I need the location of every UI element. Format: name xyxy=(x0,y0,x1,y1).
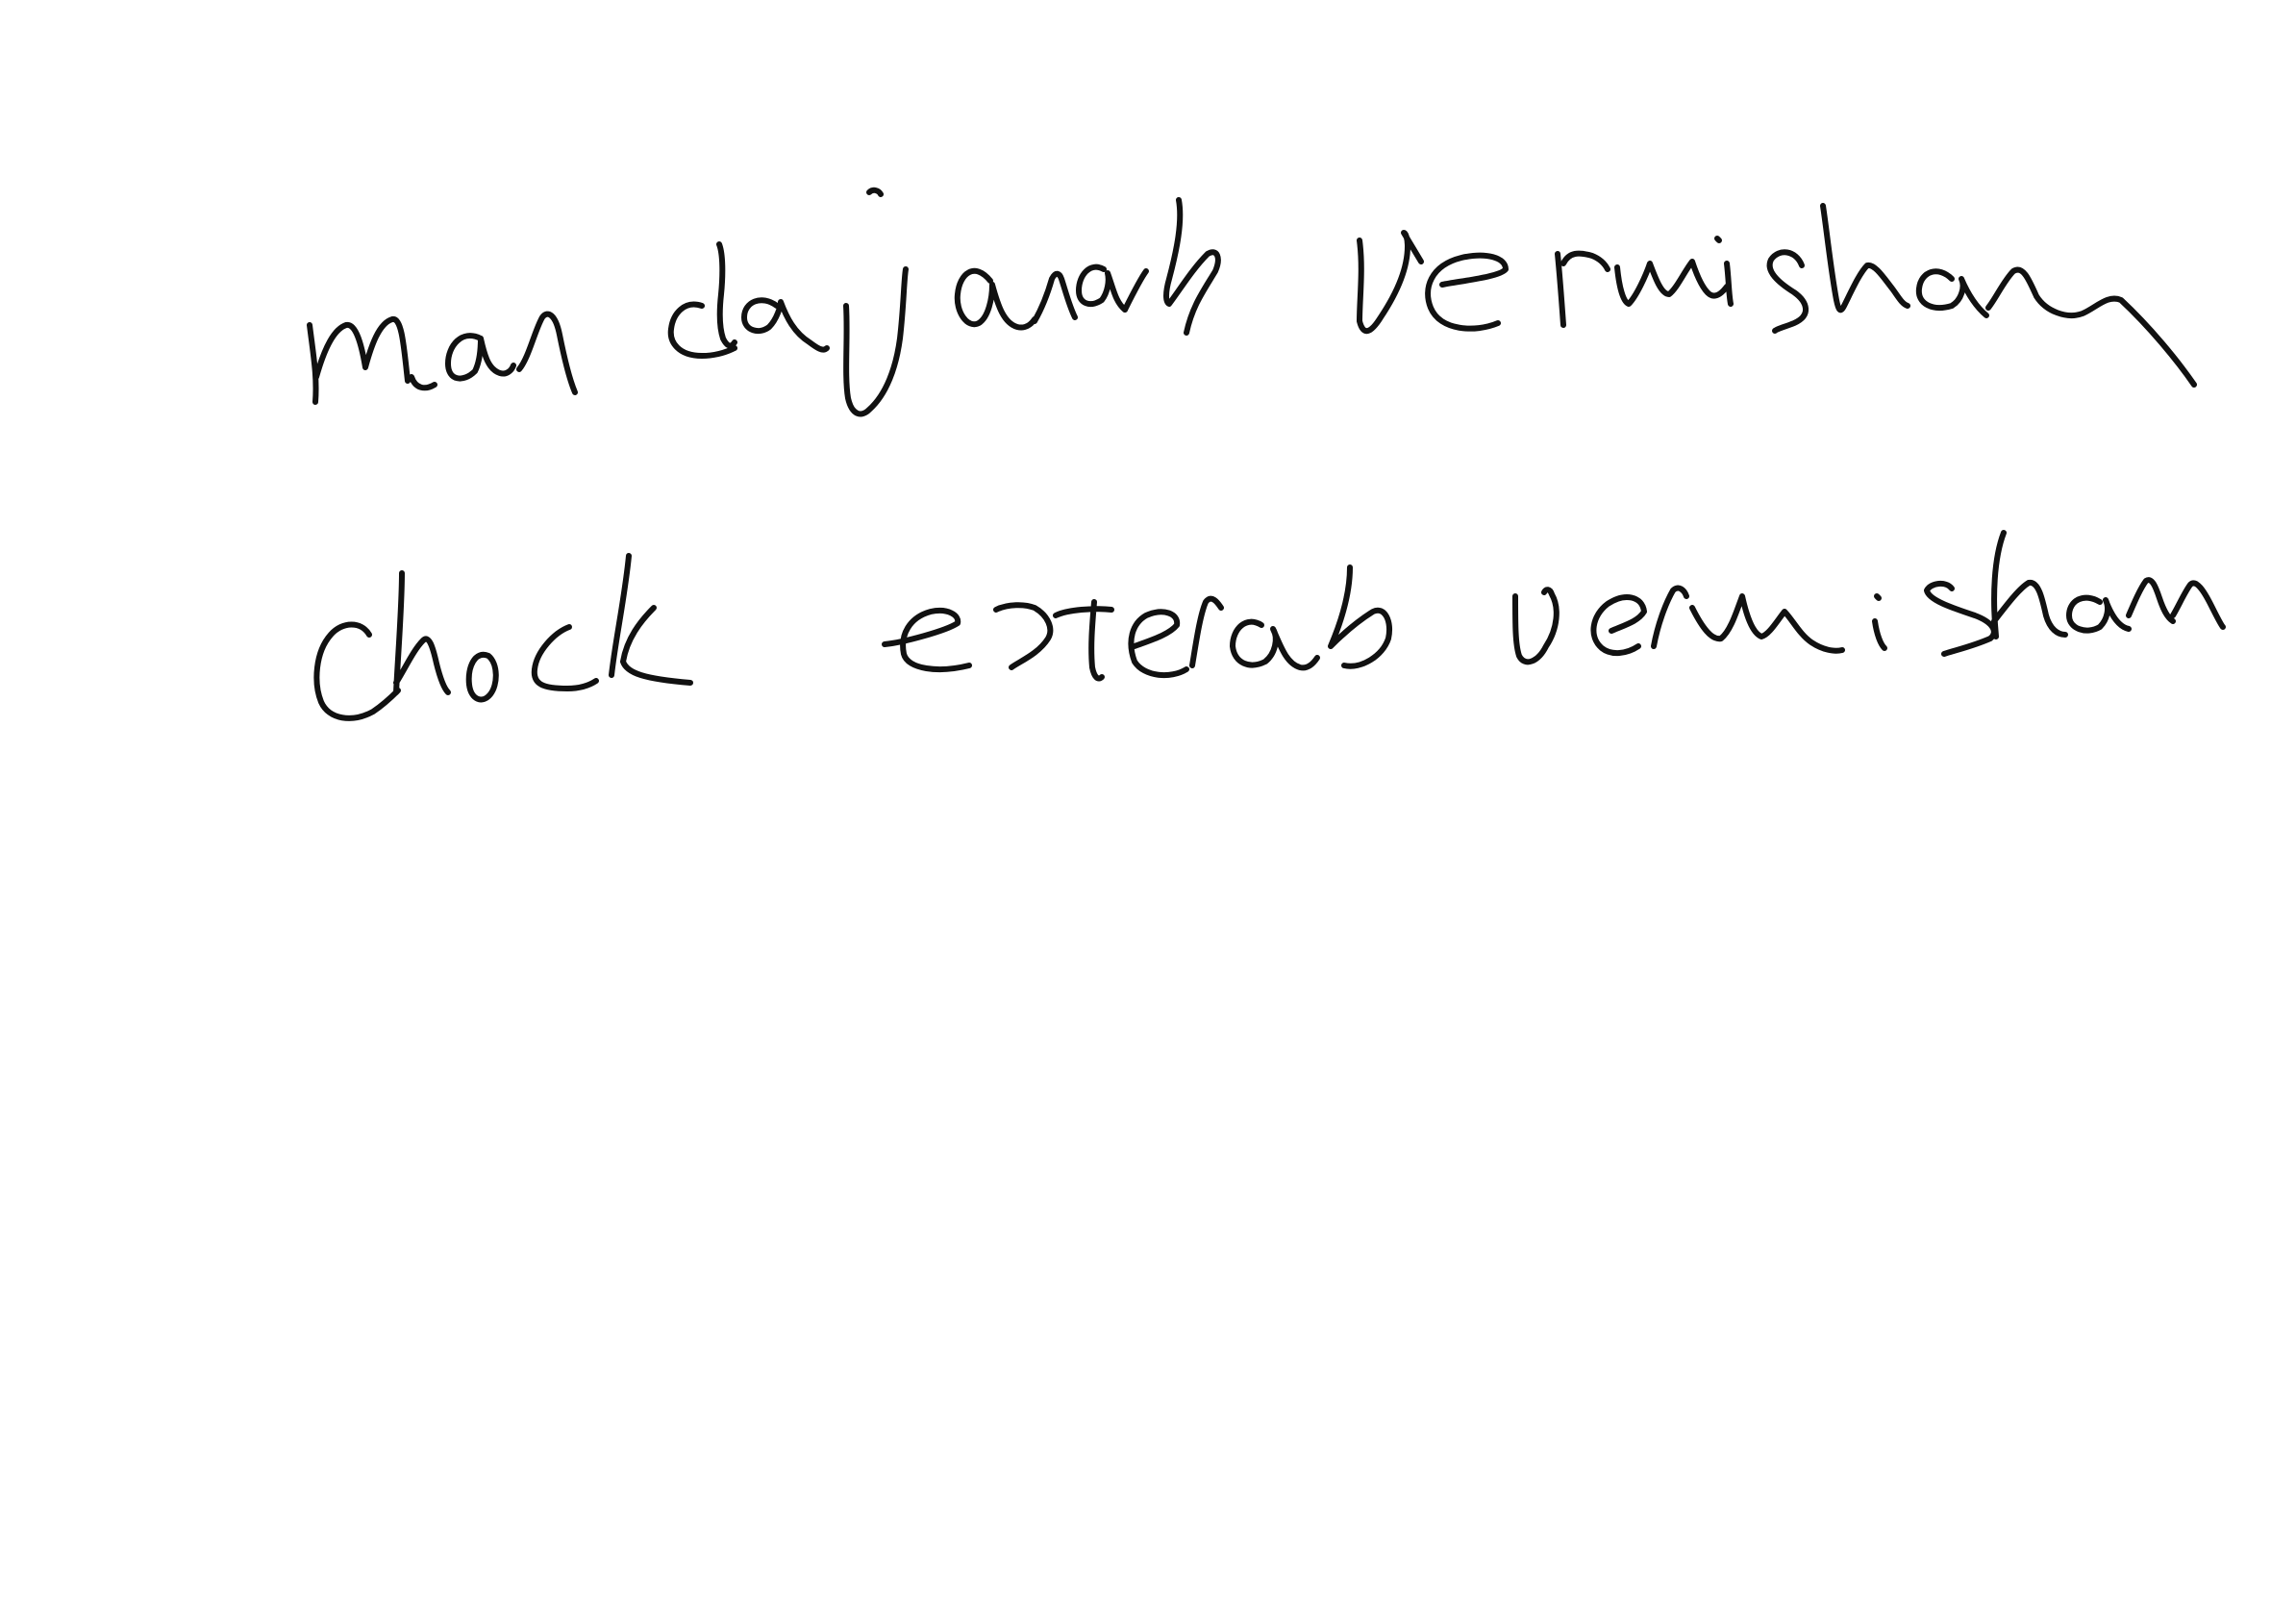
glyph-j xyxy=(846,190,906,414)
glyph-v2 xyxy=(1360,233,1421,331)
glyph-n xyxy=(519,314,575,392)
glyph-a xyxy=(448,336,513,378)
glyph-h xyxy=(1125,200,1218,333)
glyph-m xyxy=(310,319,435,402)
glyph-o xyxy=(469,655,496,700)
glyph-m2 xyxy=(1617,262,1727,304)
glyph-h3 xyxy=(396,573,448,692)
glyph-v3 xyxy=(1515,589,1557,662)
glyph-a4 xyxy=(1079,267,1125,310)
glyph-t xyxy=(1056,602,1111,679)
glyph-n3 xyxy=(2129,580,2223,627)
glyph-d xyxy=(671,244,735,356)
glyph-e xyxy=(1428,256,1506,329)
glyph-r3 xyxy=(1654,589,1686,646)
glyph-s3 xyxy=(1927,584,1994,654)
handwritten-line-1 xyxy=(310,190,2194,414)
glyph-r xyxy=(1558,254,1608,325)
glyph-s xyxy=(1770,252,1806,331)
handwritten-line-2 xyxy=(316,533,2223,718)
glyph-k xyxy=(611,556,690,683)
glyph-h2 xyxy=(1823,206,1908,310)
glyph-a5 xyxy=(1919,271,1986,315)
glyph-e2 xyxy=(885,611,969,669)
glyph-c2 xyxy=(535,627,596,689)
glyph-c xyxy=(316,625,398,718)
glyph-a6 xyxy=(1233,622,1317,668)
glyph-a2 xyxy=(744,300,827,349)
line-1-text xyxy=(0,0,1,1)
glyph-h4 xyxy=(1994,533,2065,637)
glyph-e3 xyxy=(1131,612,1186,675)
glyph-a3 xyxy=(958,271,1035,328)
glyph-n2 xyxy=(1988,270,2194,385)
glyph-r2 xyxy=(1192,599,1221,665)
glyph-e4 xyxy=(1593,597,1644,653)
glyph-i2 xyxy=(1875,596,1884,648)
glyph-m3 xyxy=(1692,596,1842,651)
glyph-v xyxy=(1035,274,1075,321)
glyph-s2 xyxy=(996,605,1050,667)
glyph-b xyxy=(1331,567,1389,666)
glyph-a7 xyxy=(2069,598,2129,631)
